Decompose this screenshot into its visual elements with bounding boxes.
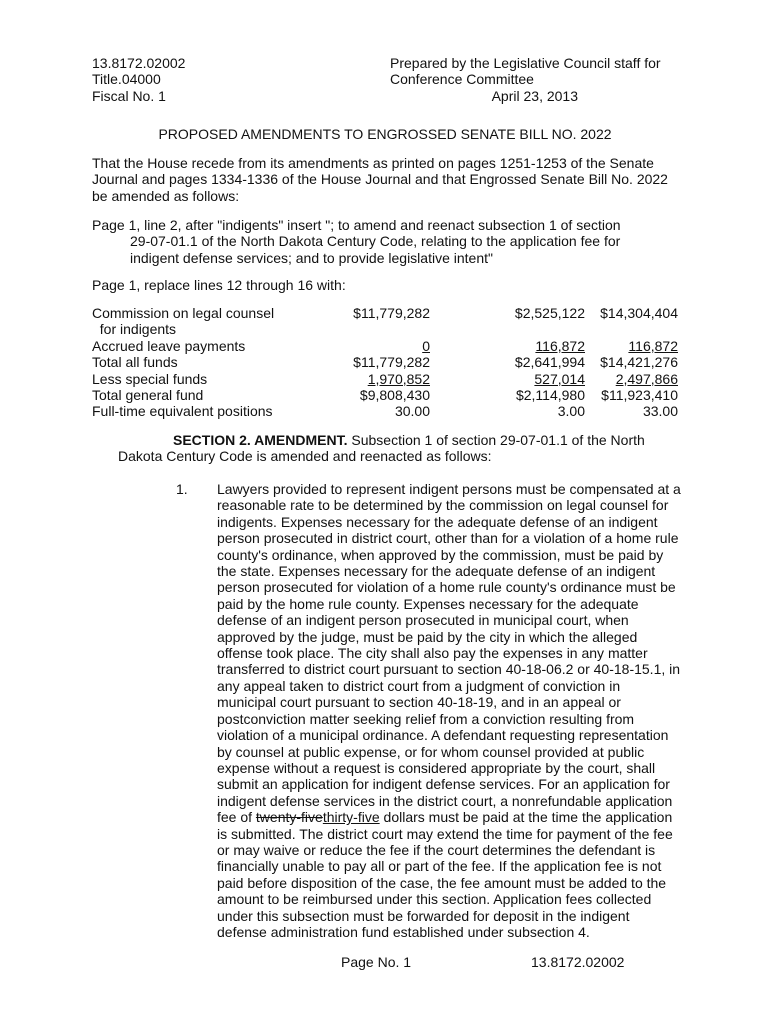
title-code: Title.04000 — [92, 71, 161, 88]
table-row — [92, 305, 678, 321]
row-label: Accrued leave payments — [92, 337, 246, 354]
text-line: the state. Expenses necessary for the adequate defense of an indigent — [217, 563, 656, 580]
text-line: person prosecuted for violation of a home rule county's ordinance must be — [217, 579, 676, 596]
table-row — [92, 338, 678, 354]
text-line: reasonable rate to be determined by the commission on legal counsel for — [217, 497, 669, 514]
table-row — [92, 371, 678, 387]
text-line: expense without a request is considered appropriate by the court, shall — [217, 759, 656, 776]
page-number: Page No. 1 — [341, 954, 412, 970]
amendment-2: Page 1, replace lines 12 through 16 with: — [92, 277, 346, 293]
header-right — [390, 55, 661, 104]
header-left — [92, 55, 185, 104]
text-line: defense of an indigent person prosecuted in municipal court, when — [217, 612, 629, 629]
cell-value: 116,872 — [535, 337, 585, 354]
text-line: person prosecuted in district court, other than for a violation of a home rule — [217, 530, 679, 547]
fee-struck: twenty-five — [255, 809, 323, 826]
text-line: Subsection 1 of section 29-07-01.1 of the North — [347, 432, 645, 448]
date: April 23, 2013 — [491, 87, 578, 104]
cell-value: $2,525,122 — [514, 305, 585, 321]
text-line: be amended as follows: — [92, 187, 240, 204]
text-line: paid by the home rule county. Expenses necessary for the adequate — [217, 595, 639, 612]
text-line: That the House recede from its amendments as printed on pages 1251-1253 of the Senate — [92, 155, 654, 171]
cell-value: 0 — [422, 337, 430, 354]
cell-value: 3.00 — [557, 403, 585, 420]
cell-value: 116,872 — [628, 337, 678, 354]
text-line: any appeal taken to district court from a judgment of conviction in — [217, 677, 621, 694]
page-title: PROPOSED AMENDMENTS TO ENGROSSED SENATE BILL NO. 2022 — [158, 126, 612, 142]
text-line: is submitted. The district court may extend the time for payment of the fee — [217, 825, 673, 842]
cell-value: 1,970,852 — [367, 370, 430, 387]
row-label: Commission on legal counsel — [92, 305, 275, 321]
section-2 — [118, 432, 645, 465]
text-line: offense took place. The city shall also pay the expenses in any matter — [217, 645, 648, 662]
text-line: paid before disposition of the case, the fee amount must be added to the — [217, 874, 667, 891]
cell-value: 30.00 — [394, 403, 430, 420]
footer-code: 13.8172.02002 — [531, 954, 625, 970]
row-label: Total general fund — [92, 387, 204, 403]
row-label: for indigents — [92, 321, 177, 338]
text-line: Dakota Century Code is amended and reenacted as follows: — [118, 448, 492, 465]
subsection-1-text — [217, 481, 681, 940]
cell-value: $2,641,994 — [514, 354, 585, 371]
text-line: 29-07-01.1 of the North Dakota Century Code, relating to the application fee for — [130, 233, 621, 250]
cell-value: $2,114,980 — [515, 387, 585, 403]
text-line: violation of a municipal ordinance. A defendant requesting representation — [217, 727, 669, 744]
text-line: postconviction matter seeking relief from a conviction resulting from — [217, 710, 635, 727]
text-line: approved by the judge, must be paid by the city in which the alleged — [217, 628, 638, 645]
table-row — [92, 321, 678, 337]
cell-value: $11,779,282 — [353, 354, 430, 371]
row-label: Full-time equivalent positions — [92, 403, 273, 420]
item-number: 1. — [176, 481, 188, 497]
cell-value: $14,304,404 — [600, 305, 678, 321]
cell-value: $9,808,430 — [359, 387, 430, 403]
fiscal-number: Fiscal No. 1 — [92, 87, 166, 104]
section-heading: SECTION 2. AMENDMENT. — [173, 432, 348, 448]
intro-paragraph — [92, 155, 668, 204]
fee-inserted: thirty-five — [322, 809, 380, 826]
bill-number: 13.8172.02002 — [92, 55, 186, 71]
text-line: defense administration fund established under subsection 4. — [217, 923, 590, 940]
text-line: or may waive or reduce the fee if the court determines the defendant is — [217, 841, 656, 858]
text-line: indigent defense services; and to provide legislative intent" — [130, 249, 493, 266]
text-line: Page 1, line 2, after "indigents" insert "; to amend and reenact subsection 1 of section — [92, 217, 621, 233]
table-row — [92, 354, 678, 370]
cell-value: $11,779,282 — [353, 305, 430, 321]
text-line: Lawyers provided to represent indigent persons must be compensated at a — [217, 481, 681, 497]
text-line: county's ordinance, when approved by the commission, must be paid by — [217, 546, 664, 563]
text-line: financially unable to pay all or part of the fee. If the application fee is not — [217, 858, 662, 875]
table-row — [92, 403, 678, 419]
prepared-by: Prepared by the Legislative Council staff for — [390, 55, 661, 71]
fee-line — [217, 809, 681, 825]
text-line: by counsel at public expense, or for whom counsel provided at public — [217, 743, 645, 760]
text-line: indigents. Expenses necessary for the adequate defense of an indigent — [217, 513, 658, 530]
cell-value: $11,923,410 — [601, 387, 678, 403]
committee: Conference Committee — [390, 71, 534, 88]
text-line: transferred to district court pursuant to section 40-18-06.2 or 40-18-15.1, in — [217, 661, 681, 678]
text-line: under this subsection must be forwarded for deposit in the indigent — [217, 907, 630, 924]
amendment-1 — [92, 217, 621, 266]
table-row — [92, 387, 678, 403]
fee-suffix: dollars must be paid at the time the application — [379, 809, 673, 826]
text-line: indigent defense services in the district court, a nonrefundable application — [217, 792, 673, 809]
row-label: Less special funds — [92, 370, 208, 387]
fee-prefix: fee of — [217, 809, 256, 826]
cell-value: 527,014 — [534, 370, 585, 387]
row-label: Total all funds — [92, 354, 178, 371]
text-line: municipal court pursuant to section 40-18-19, and in an appeal or — [217, 694, 621, 711]
cell-value: $14,421,276 — [600, 354, 678, 371]
text-line: amount to be reimbursed under this section. Application fees collected — [217, 891, 652, 908]
text-line: submit an application for indigent defense services. For an application for — [217, 776, 670, 793]
cell-value: 33.00 — [642, 403, 678, 420]
cell-value: 2,497,866 — [615, 370, 678, 387]
text-line: Journal and pages 1334-1336 of the House Journal and that Engrossed Senate Bill No. 2022 — [92, 171, 668, 188]
